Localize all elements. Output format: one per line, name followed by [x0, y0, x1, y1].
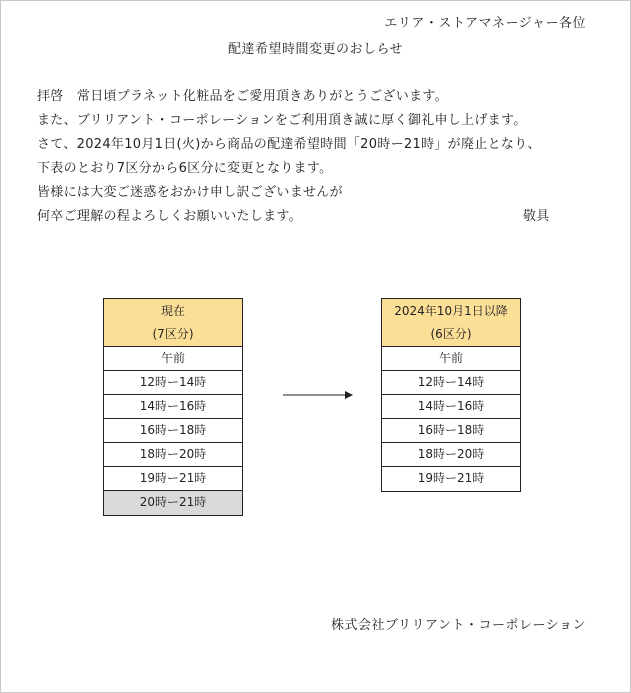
- current-slot-18-20: 18時ー20時: [104, 443, 242, 467]
- current-schedule-header: [104, 299, 242, 347]
- body-line-apology: 皆様には大変ご迷惑をおかけ申し訳ございませんが: [37, 185, 343, 200]
- body-line-change-notice: さて、2024年10月1日(火)から商品の配達希望時間「20時ー21時」が廃止となり、: [37, 137, 541, 152]
- new-slot-19-21: 19時ー21時: [417, 471, 485, 485]
- current-schedule-table: [103, 298, 243, 516]
- letter-body: [37, 85, 597, 229]
- body-line-greeting: 拝啓 常日頃プラネット化粧品をご愛用頂きありがとうございます。: [37, 89, 448, 104]
- current-slot-16-18: 16時ー18時: [104, 419, 242, 443]
- current-slot-14-16: 14時ー16時: [104, 395, 242, 419]
- new-slot-12-14: 12時ー14時: [382, 371, 520, 395]
- body-line-request-text: 何卒ご理解の程よろしくお願いいたします。: [37, 209, 302, 224]
- body-line-request: [37, 205, 597, 229]
- new-schedule-table: [381, 298, 521, 492]
- new-schedule-header-count: (6区分): [430, 327, 472, 341]
- new-slot-18-20: 18時ー20時: [382, 443, 520, 467]
- new-schedule-header-title: 2024年10月1日以降: [394, 304, 508, 318]
- current-slot-19-21: 19時ー21時: [104, 467, 242, 491]
- current-slot-morning: 午前: [104, 347, 242, 371]
- new-slot-14-16: 14時ー16時: [382, 395, 520, 419]
- right-arrow-icon: [283, 389, 353, 401]
- body-line-thanks: また、ブリリアント・コーポレーションをご利用頂き誠に厚く御礼申し上げます。: [37, 113, 527, 128]
- new-slot-morning: 午前: [382, 347, 520, 371]
- new-slot-16-18: 16時ー18時: [382, 419, 520, 443]
- new-schedule-header: [382, 299, 520, 347]
- addressee: エリア・ストアマネージャー各位: [384, 16, 586, 31]
- current-slot-12-14: 12時ー14時: [104, 371, 242, 395]
- company-signature: 株式会社ブリリアント・コーポレーション: [331, 618, 586, 633]
- current-slot-20-21-abolished: 20時ー21時: [104, 491, 242, 515]
- closing-phrase: 敬具: [523, 209, 550, 224]
- current-schedule-header-title: 現在: [160, 304, 185, 318]
- body-line-table-reference: 下表のとおり7区分から6区分に変更となります。: [37, 161, 333, 176]
- current-schedule-header-count: (7区分): [152, 327, 194, 341]
- document-title: 配達希望時間変更のおしらせ: [227, 42, 404, 57]
